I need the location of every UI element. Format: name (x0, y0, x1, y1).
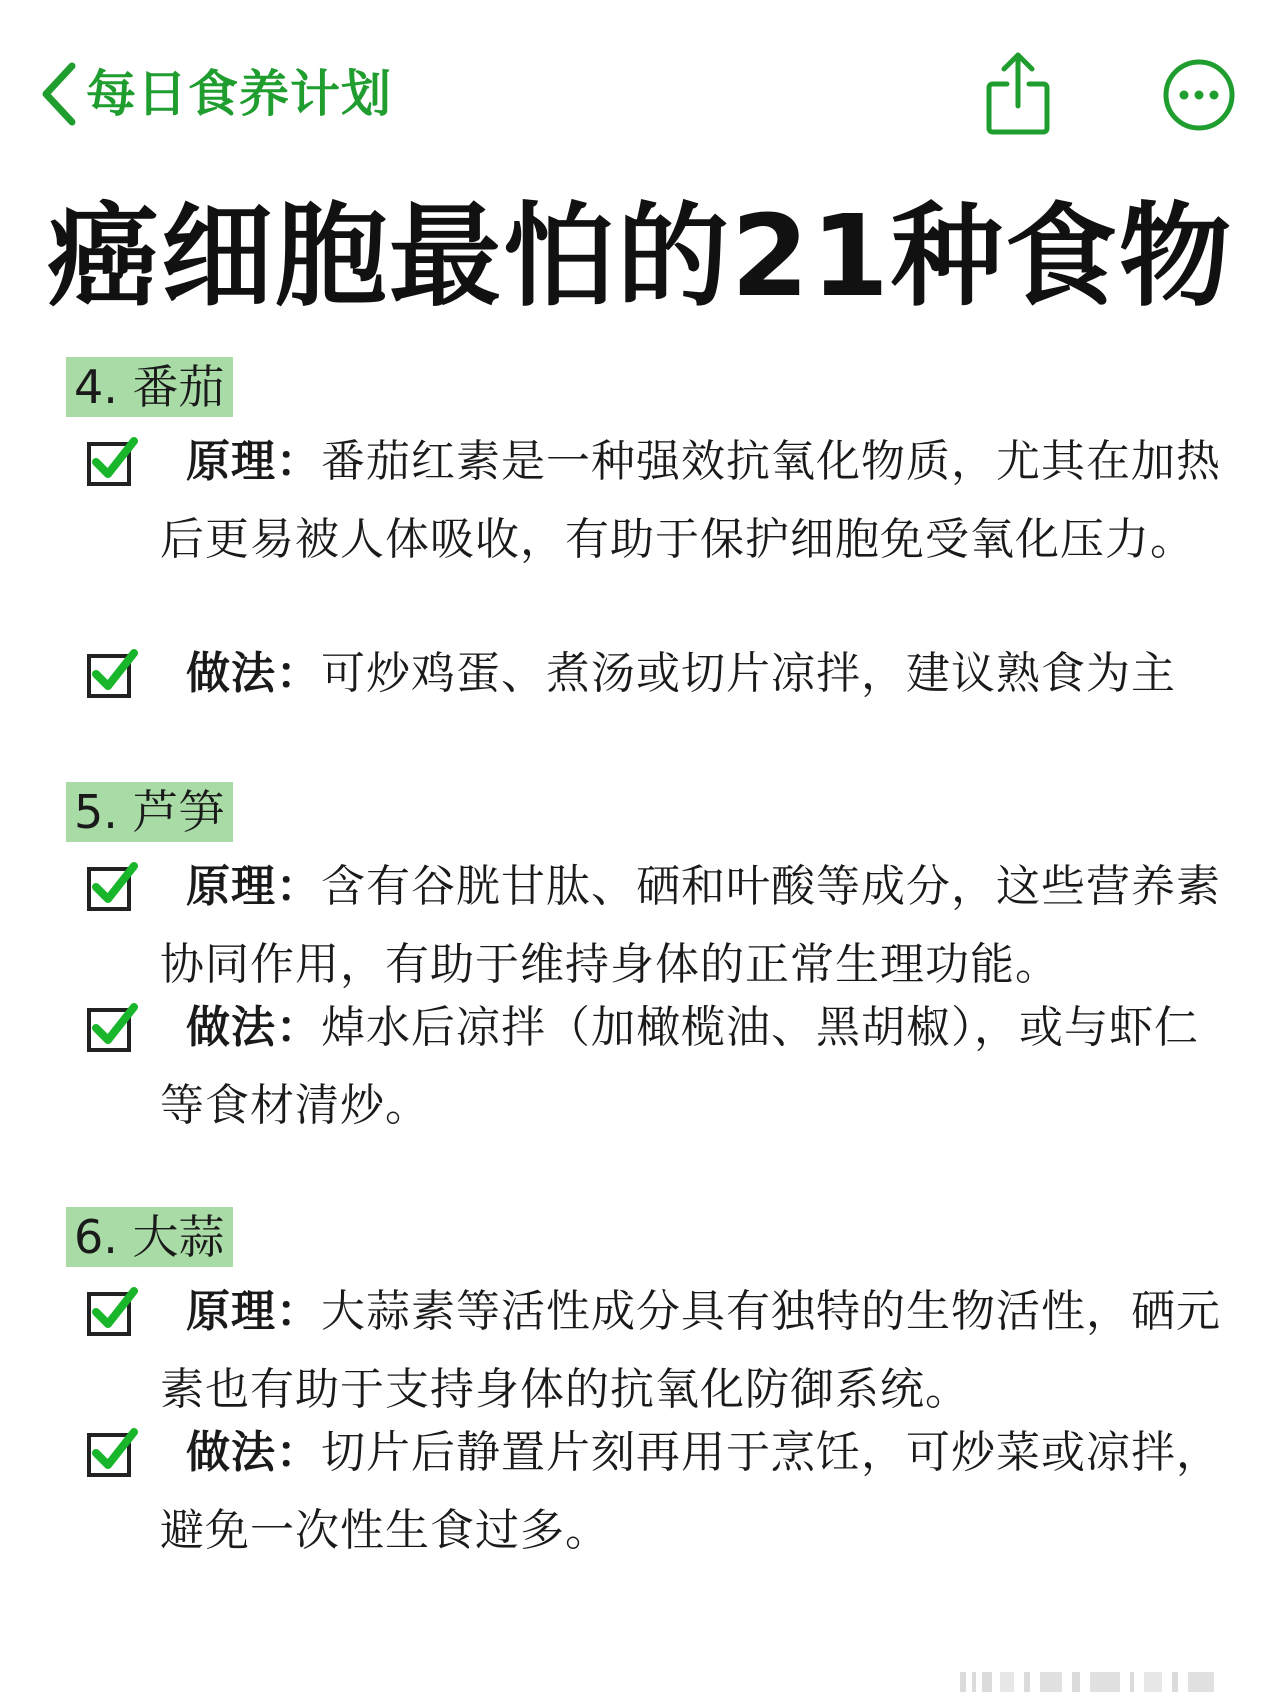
back-label: 每日食养计划 (86, 65, 392, 123)
checkbox-checked-icon (86, 860, 138, 912)
checkbox-checked-icon (86, 1426, 138, 1478)
item-text (160, 635, 1240, 713)
item-label: 原理 (186, 436, 276, 487)
item-text (160, 848, 1240, 1004)
chevron-left-icon (38, 62, 78, 126)
checkbox-checked-icon (86, 435, 138, 487)
checkbox-checked-icon (86, 1285, 138, 1337)
section-heading: 4. 番茄 (66, 357, 233, 417)
item-separator: ： (276, 861, 321, 912)
item-label: 做法 (186, 648, 276, 699)
item-separator: ： (276, 1002, 321, 1053)
checkbox-checked-icon (86, 647, 138, 699)
section-heading: 5. 芦笋 (66, 782, 233, 842)
item-body: 可炒鸡蛋、煮汤或切片凉拌，建议熟食为主 (321, 648, 1176, 699)
nav-bar (0, 0, 1280, 190)
back-button[interactable] (38, 62, 392, 126)
share-button[interactable] (985, 50, 1051, 136)
item-text (160, 423, 1240, 579)
item-text (160, 1273, 1240, 1429)
item-body: 大蒜素等活性成分具有独特的生物活性，硒元素也有助于支持身体的抗氧化防御系统。 (160, 1286, 1221, 1415)
item-text (160, 1414, 1240, 1570)
section-heading: 6. 大蒜 (66, 1207, 233, 1267)
more-button[interactable] (1162, 58, 1236, 132)
item-separator: ： (276, 436, 321, 487)
share-icon (985, 50, 1051, 136)
item-label: 做法 (186, 1002, 276, 1053)
item-separator: ： (276, 1286, 321, 1337)
item-body: 切片后静置片刻再用于烹饪，可炒菜或凉拌，避免一次性生食过多。 (160, 1427, 1221, 1556)
more-icon (1162, 58, 1236, 132)
item-text (160, 989, 1240, 1145)
checkbox-checked-icon (86, 1001, 138, 1053)
item-label: 原理 (186, 861, 276, 912)
item-label: 原理 (186, 1286, 276, 1337)
watermark-icon (940, 1668, 1260, 1694)
item-body: 含有谷胱甘肽、硒和叶酸等成分，这些营养素协同作用，有助于维持身体的正常生理功能。 (160, 861, 1221, 990)
page-title: 癌细胞最怕的21种食物 (47, 192, 1233, 322)
item-separator: ： (276, 1427, 321, 1478)
item-body: 焯水后凉拌（加橄榄油、黑胡椒），或与虾仁等食材清炒。 (160, 1002, 1199, 1131)
item-label: 做法 (186, 1427, 276, 1478)
item-separator: ： (276, 648, 321, 699)
item-body: 番茄红素是一种强效抗氧化物质，尤其在加热后更易被人体吸收，有助于保护细胞免受氧化压力。 (160, 436, 1221, 565)
